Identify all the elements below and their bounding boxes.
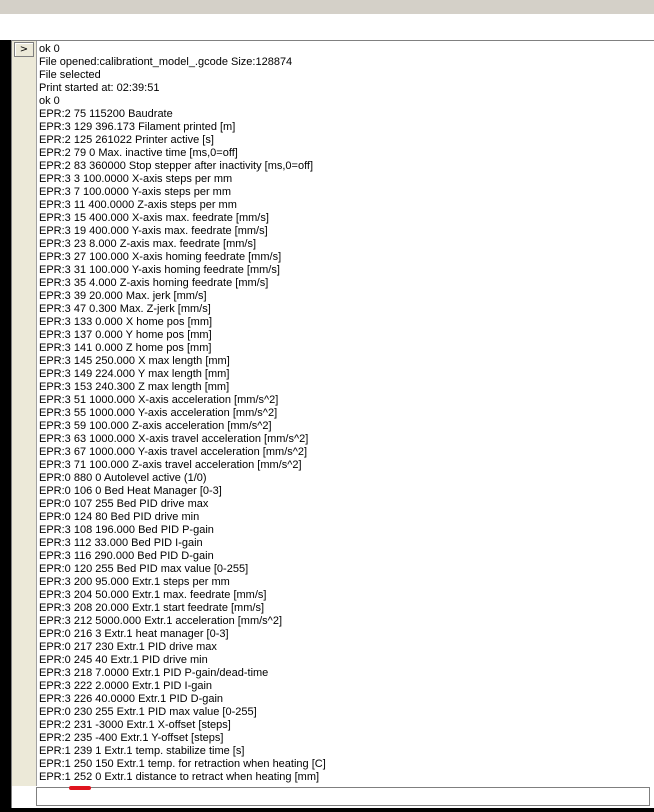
log-line: EPR:3 67 1000.000 Y-axis travel acceleration [mm/s^2] bbox=[39, 446, 308, 458]
log-line: EPR:1 252 0 Extr.1 distance to retract when heating [mm] bbox=[39, 771, 320, 783]
log-line: EPR:3 129 396.173 Filament printed [m] bbox=[39, 121, 236, 133]
log-line: EPR:3 218 7.0000 Extr.1 PID P-gain/dead-time bbox=[39, 667, 269, 679]
left-border-strip bbox=[0, 40, 11, 812]
log-line: EPR:3 23 8.000 Z-axis max. feedrate [mm/s] bbox=[39, 238, 257, 250]
log-line: EPR:3 27 100.000 X-axis homing feedrate [mm/s] bbox=[39, 251, 282, 263]
log-line: EPR:3 208 20.000 Extr.1 start feedrate [mm/s] bbox=[39, 602, 265, 614]
log-line: Print started at: 02:39:51 bbox=[39, 82, 160, 94]
log-line: EPR:2 235 -400 Extr.1 Y-offset [steps] bbox=[39, 732, 224, 744]
log-line: EPR:3 212 5000.000 Extr.1 acceleration [mm/s^2] bbox=[39, 615, 283, 627]
expand-button[interactable]: > bbox=[14, 42, 34, 57]
command-input[interactable] bbox=[36, 787, 650, 806]
log-line: EPR:3 51 1000.000 X-axis acceleration [mm/s^2] bbox=[39, 394, 279, 406]
log-line: EPR:3 226 40.0000 Extr.1 PID D-gain bbox=[39, 693, 224, 705]
log-line: EPR:3 59 100.000 Z-axis acceleration [mm/s^2] bbox=[39, 420, 272, 432]
log-line: EPR:0 216 3 Extr.1 heat manager [0-3] bbox=[39, 628, 229, 640]
toolbar-gap bbox=[0, 14, 654, 40]
log-line: EPR:0 230 255 Extr.1 PID max value [0-255] bbox=[39, 706, 257, 718]
bottom-edge bbox=[0, 808, 654, 812]
log-line: EPR:3 133 0.000 X home pos [mm] bbox=[39, 316, 213, 328]
log-line: File opened:calibrationt_model_.gcode Size:128874 bbox=[39, 56, 293, 68]
log-line: EPR:3 63 1000.000 X-axis travel acceleration [mm/s^2] bbox=[39, 433, 309, 445]
log-line: EPR:0 107 255 Bed PID drive max bbox=[39, 498, 209, 510]
log-line: EPR:2 75 115200 Baudrate bbox=[39, 108, 173, 120]
window-top-bar bbox=[0, 0, 654, 14]
log-line: EPR:3 71 100.000 Z-axis travel acceleration [mm/s^2] bbox=[39, 459, 302, 471]
log-line: EPR:1 250 150 Extr.1 temp. for retraction when heating [C] bbox=[39, 758, 326, 770]
log-line: EPR:3 11 400.0000 Z-axis steps per mm bbox=[39, 199, 237, 211]
log-line: EPR:2 125 261022 Printer active [s] bbox=[39, 134, 214, 146]
log-line: EPR:3 222 2.0000 Extr.1 PID I-gain bbox=[39, 680, 213, 692]
log-line: EPR:2 83 360000 Stop stepper after inactivity [ms,0=off] bbox=[39, 160, 314, 172]
log-line: EPR:0 245 40 Extr.1 PID drive min bbox=[39, 654, 208, 666]
log-right-margin bbox=[638, 41, 652, 786]
log-line: EPR:0 120 255 Bed PID max value [0-255] bbox=[39, 563, 249, 575]
log-line: EPR:0 217 230 Extr.1 PID drive max bbox=[39, 641, 217, 653]
log-line: EPR:0 880 0 Autolevel active (1/0) bbox=[39, 472, 207, 484]
log-line: File selected bbox=[39, 69, 101, 81]
log-line: ok 0 bbox=[39, 95, 60, 107]
log-line: EPR:3 55 1000.000 Y-axis acceleration [mm/s^2] bbox=[39, 407, 278, 419]
log-line: EPR:3 145 250.000 X max length [mm] bbox=[39, 355, 230, 367]
log-line: EPR:3 137 0.000 Y home pos [mm] bbox=[39, 329, 212, 341]
log-line: EPR:2 231 -3000 Extr.1 X-offset [steps] bbox=[39, 719, 231, 731]
log-line: EPR:3 204 50.000 Extr.1 max. feedrate [mm/s] bbox=[39, 589, 267, 601]
log-line: EPR:3 15 400.000 X-axis max. feedrate [mm/s] bbox=[39, 212, 269, 224]
log-line: EPR:3 108 196.000 Bed PID P-gain bbox=[39, 524, 214, 536]
log-line: ok 0 bbox=[39, 43, 60, 55]
log-line: EPR:3 39 20.000 Max. jerk [mm/s] bbox=[39, 290, 207, 302]
log-line: EPR:3 149 224.000 Y max length [mm] bbox=[39, 368, 230, 380]
console-gutter bbox=[12, 41, 37, 786]
log-line: EPR:3 153 240.300 Z max length [mm] bbox=[39, 381, 230, 393]
log-line: EPR:3 19 400.000 Y-axis max. feedrate [mm/s] bbox=[39, 225, 268, 237]
log-line: EPR:3 47 0.300 Max. Z-jerk [mm/s] bbox=[39, 303, 211, 315]
console-log[interactable] bbox=[39, 43, 639, 785]
log-line: EPR:3 3 100.0000 X-axis steps per mm bbox=[39, 173, 233, 185]
log-line: EPR:3 35 4.000 Z-axis homing feedrate [mm/s] bbox=[39, 277, 269, 289]
log-line: EPR:0 124 80 Bed PID drive min bbox=[39, 511, 200, 523]
log-line: EPR:1 239 1 Extr.1 temp. stabilize time [s] bbox=[39, 745, 245, 757]
log-line: EPR:2 79 0 Max. inactive time [ms,0=off] bbox=[39, 147, 238, 159]
log-line: EPR:3 200 95.000 Extr.1 steps per mm bbox=[39, 576, 230, 588]
log-line: EPR:3 112 33.000 Bed PID I-gain bbox=[39, 537, 203, 549]
log-line: EPR:3 7 100.0000 Y-axis steps per mm bbox=[39, 186, 231, 198]
red-cursor-marker bbox=[69, 786, 91, 790]
log-line: EPR:3 141 0.000 Z home pos [mm] bbox=[39, 342, 212, 354]
log-line: EPR:0 106 0 Bed Heat Manager [0-3] bbox=[39, 485, 222, 497]
log-line: EPR:3 116 290.000 Bed PID D-gain bbox=[39, 550, 214, 562]
log-line: EPR:3 31 100.000 Y-axis homing feedrate [mm/s] bbox=[39, 264, 280, 276]
